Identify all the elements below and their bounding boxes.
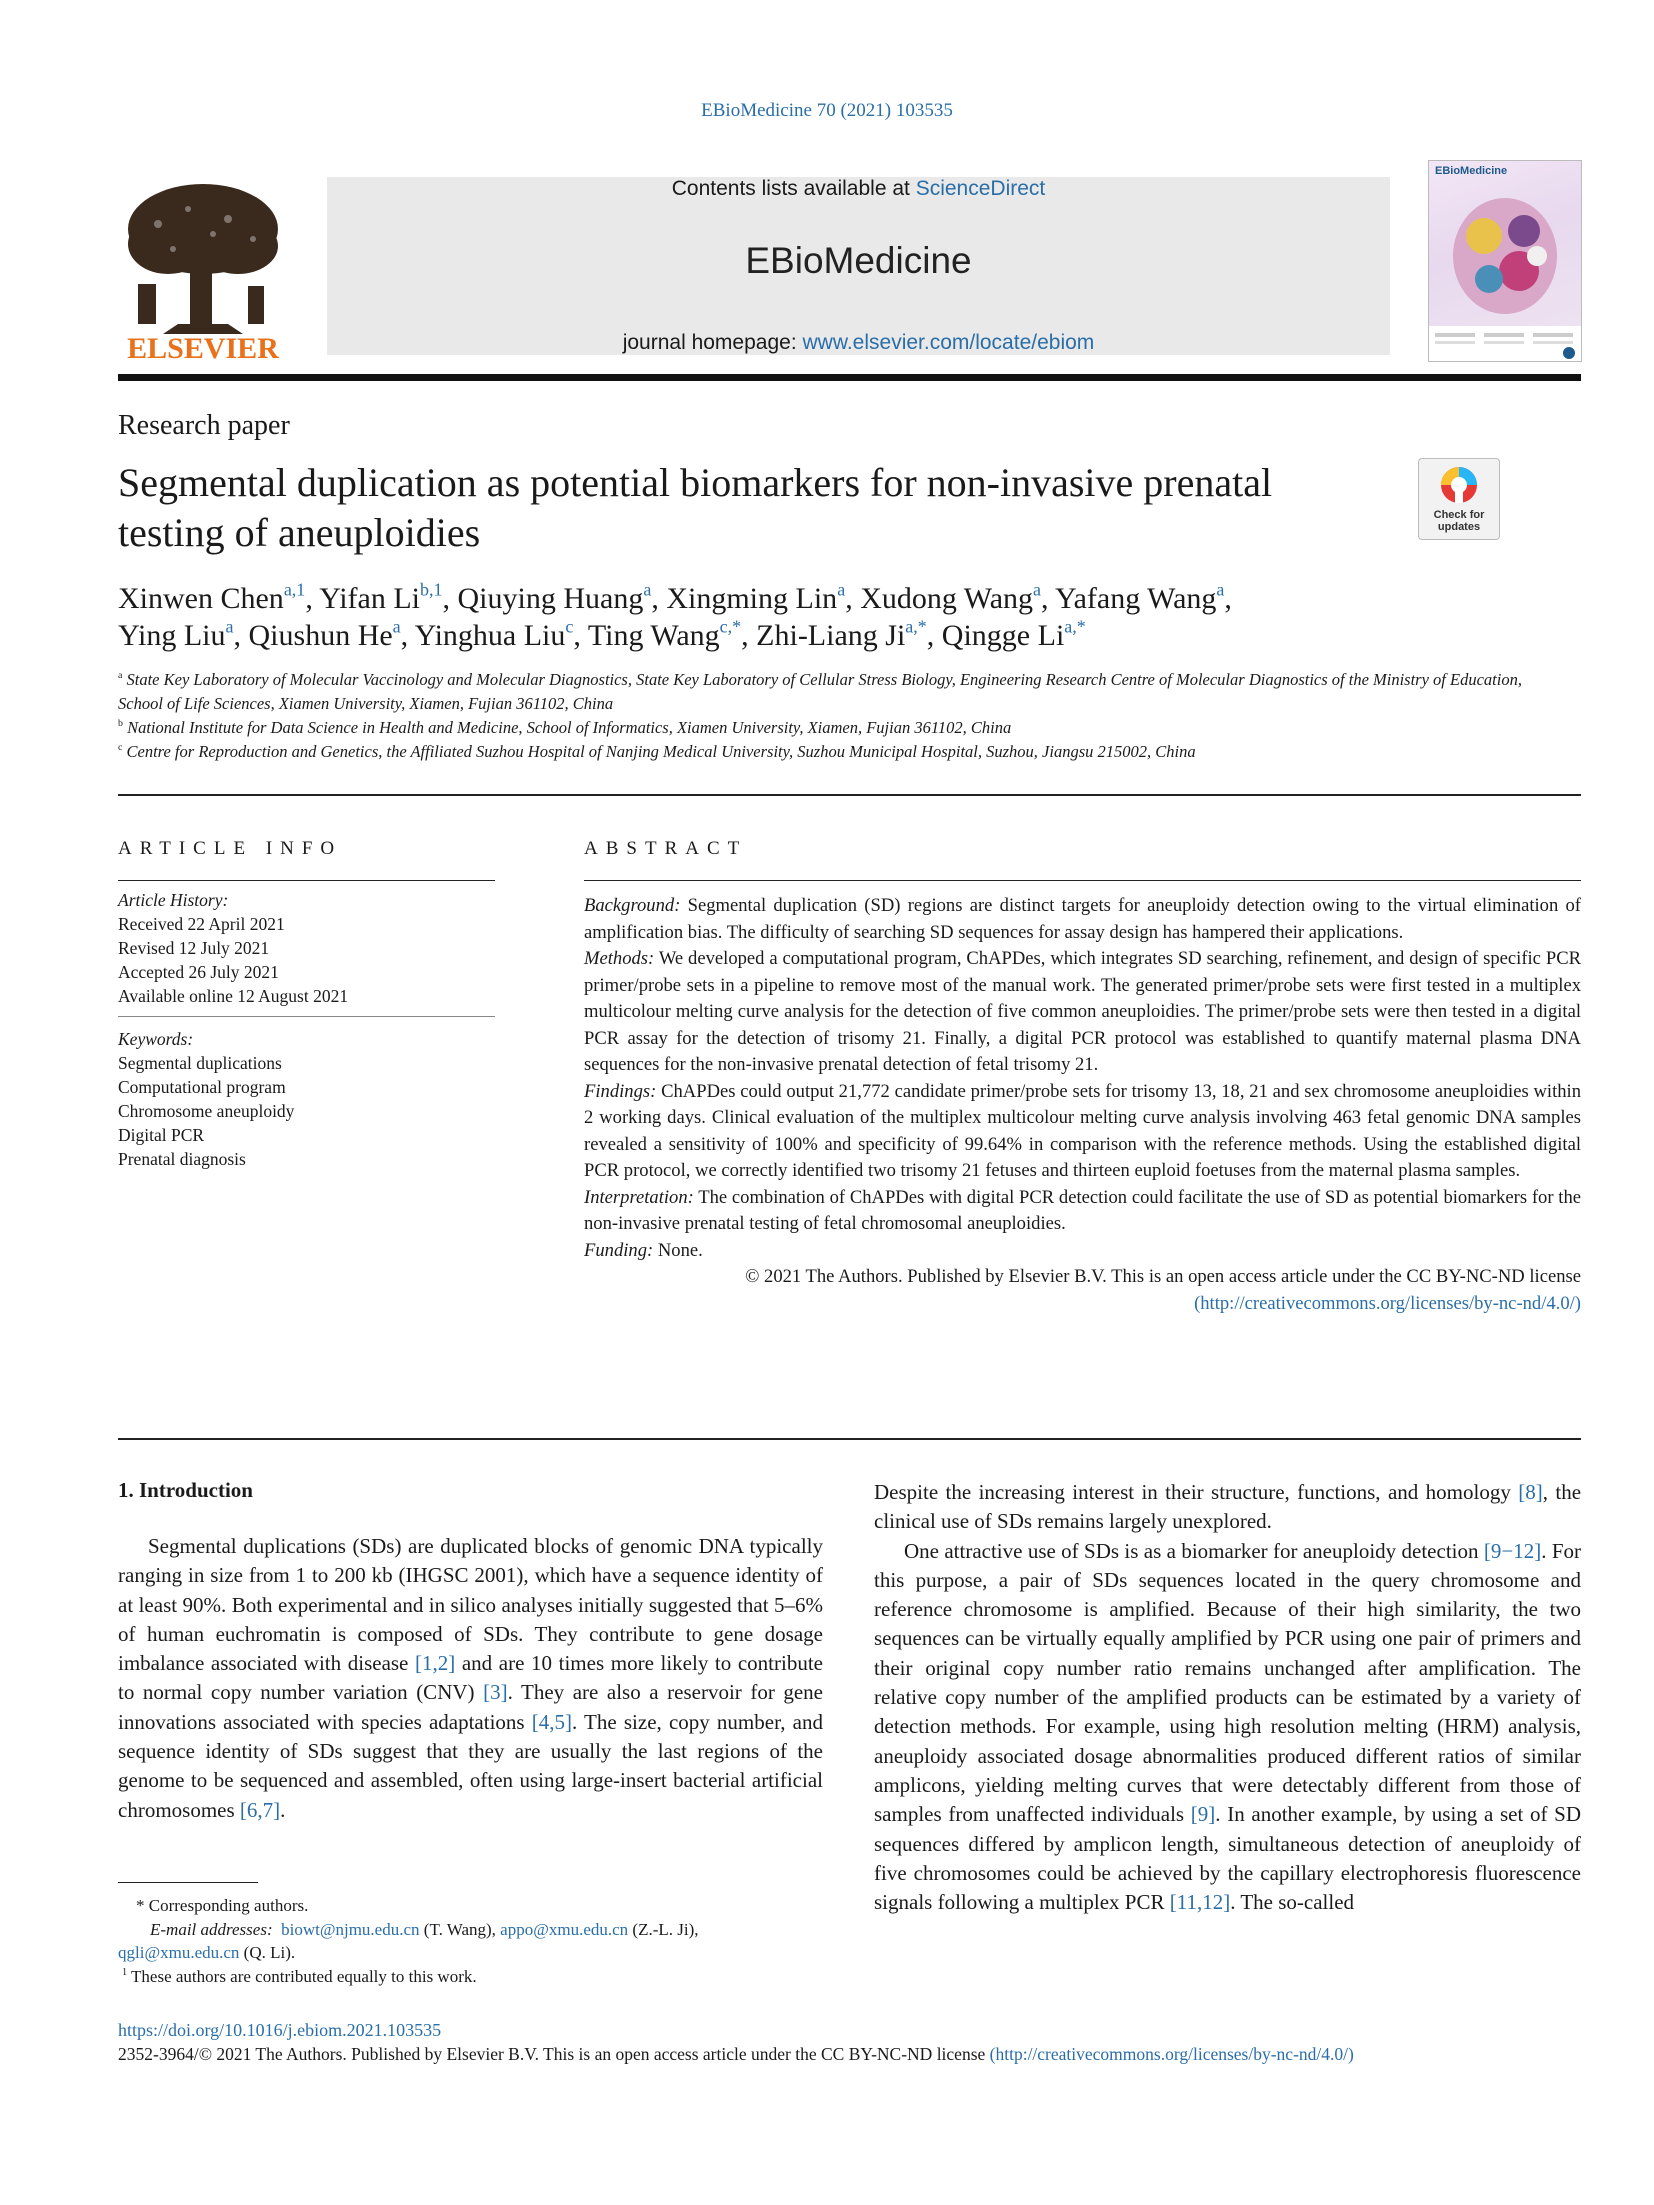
abstract-funding: Funding: None. [584, 1239, 703, 1261]
history-item: Accepted 26 July 2021 [118, 962, 279, 982]
abstract-interpretation: Interpretation: The combination of ChAPDes with digital PCR detection could facilitate the use of SD as potential biomarkers for the non-invasive prenatal testing of fetal chromosomal aneuploidies. [584, 1186, 1581, 1234]
author[interactable]: Xingming Lin$^a$ [666, 579, 846, 615]
reference-link[interactable]: [3] [483, 1680, 508, 1705]
intro-paragraph: Despite the increasing interest in their structure, functions, and homology [8], the clinical use of SDs remains largely unexplored. [874, 1480, 1582, 1534]
contents-line [327, 177, 1390, 201]
author[interactable]: Zhi-Liang $Ji^{a,*}$ [756, 616, 927, 652]
license-footer: 2352-3964/© 2021 The Authors. Published by Elsevier B.V. This is an open access article under the CC BY-NC-ND license (http://creativecommons.org/licenses/by-nc-nd/4.0/) [118, 2044, 1354, 2064]
keyword: Chromosome aneuploidy [118, 1101, 295, 1121]
author[interactable]: Qiushun He$^a$ [248, 616, 401, 652]
publisher-wordmark: ELSEVIER [127, 332, 279, 365]
reference-link[interactable]: [9] [1190, 1802, 1216, 1827]
history-item: Revised 12 July 2021 [118, 938, 270, 958]
license-link[interactable]: (http://creativecommons.org/licenses/by-nc-nd/4.0/) [1194, 1292, 1581, 1314]
abstract-heading: ABSTRACT [584, 838, 748, 859]
keyword: Digital PCR [118, 1125, 205, 1145]
doi-link[interactable]: https://doi.org/10.1016/j.ebiom.2021.103535 [118, 2020, 442, 2040]
article-info-rule [118, 880, 495, 881]
email-note: E-mail addresses: biowt@njmu.edu.cn (T. Wang), appo@xmu.edu.cn (Z.-L. Ji), [150, 1919, 699, 1939]
article-info-heading: ARTICLE INFO [118, 838, 343, 859]
history-label: Article History: [118, 890, 229, 910]
intro-right-column [874, 1478, 1581, 1917]
footnote-rule [118, 1882, 258, 1883]
cover-title: EBioMedicine [1435, 165, 1508, 177]
crossmark-label: Check for updates [1433, 509, 1485, 533]
article-title: Segmental duplication as potential biomarkers for non-invasive prenatal testing of aneuploidies [118, 460, 1273, 555]
keyword: Computational program [118, 1077, 286, 1097]
keyword: Prenatal diagnosis [118, 1149, 246, 1169]
abstract-methods: Methods: We developed a computational program, ChAPDes, which integrates SD searching, refinement, and design of specific PCR primer/probe sets in a pipeline to remove most of the manual work. The generated primer/probe sets were first tested in a multiplex multicolour melting curve analysis for the detection of five common aneuploidies. The primer/probe sets were then tested in a digital PCR assay for the detection of trisomy 21. Finally, a digital PCR protocol was established to quantify maternal plasma DNA sequences for the non-invasive prenatal detection of fetal trisomy 21. [584, 948, 1581, 1075]
contents-prefix: Contents lists available at [671, 177, 916, 200]
affiliations [118, 668, 1538, 764]
abstract-copyright: © 2021 The Authors. Published by Elsevier B.V. This is an open access article under the CC BY-NC-ND license (http://creativecommons.org/licenses/by-nc-nd/4.0/) [745, 1266, 1581, 1314]
section-heading: 1. Introduction [118, 1478, 253, 1502]
author[interactable]: Yinghua Liu$^c$ [414, 616, 574, 652]
header-rule [118, 374, 1581, 381]
license-link[interactable]: (http://creativecommons.org/licenses/by-nc-nd/4.0/) [989, 2044, 1354, 2064]
crossmark-icon [1419, 459, 1499, 509]
email-note-cont: qgli@xmu.edu.cn (Q. Li). [118, 1943, 296, 1962]
keyword: Segmental duplications [118, 1053, 282, 1073]
abstract-findings: Findings: ChAPDes could output 21,772 candidate primer/probe sets for trisomy 13, 18, 21 and sex chromosome aneuploidies within 2 working days. Clinical evaluation of the multiplex multicolour melting curve analysis involving 463 fetal genomic DNA samples revealed a sensitivity of 100% and specificity of 99.64% in comparison with the reference methods. Using the established digital PCR protocol, we correctly identified two trisomy 21 fetuses and thirteen euploid foetuses from the maternal plasma samples. [584, 1080, 1581, 1181]
homepage-prefix: journal homepage: [622, 331, 803, 354]
intro-left-column [118, 1532, 823, 1825]
footnotes [118, 1894, 823, 1988]
equal-contribution-note: $^1$ These authors are contributed equally to this work. [122, 1966, 477, 1986]
affiliation: $^c$ Centre for Reproduction and Genetics, the Affiliated Suzhou Hospital of Nanjing Medical University, Suzhou Municipal Hospital, Suzhou, Jiangsu 215002, China [118, 742, 1196, 761]
journal-cover[interactable] [1428, 160, 1582, 362]
intro-paragraph: One attractive use of SDs is as a biomarker for aneuploidy detection [9−12]. For this purpose, a pair of SDs sequences located in the query chromosome and reference chromosome is amplified. Because of their high similarity, the two sequences can be virtually equally amplified by PCR using one pair of primers and their original copy number ratio remains unchanged after amplification. The relative copy number of the amplified products can be estimated by a variety of detection methods. For example, using high resolution melting (HRM) analysis, aneuploidy associated dosage abnormalities produced different ratios of similar amplicons, yielding melting curves that were detectably different from those of samples from unaffected individuals [9]. In another example, by using a set of SD sequences differed by amplicon length, simultaneous detection of aneuploidy of five chromosomes could be achieved by the capillary electrophoresis fluorescence signals following a multiplex PCR [11,12]. The so-called [874, 1538, 1581, 1915]
reference-link[interactable]: [9−12] [1483, 1538, 1542, 1563]
affiliation: $^a$ State Key Laboratory of Molecular Vaccinology and Molecular Diagnostics, State Key Laboratory of Cellular Stress Biology, Engineering Research Centre of Molecular Diagnostics of the Ministry of Education, School of Life Sciences, Xiamen University, Xiamen, Fujian 361102, China [118, 670, 1522, 713]
sciencedirect-link[interactable]: ScienceDirect [915, 177, 1046, 200]
keywords-label: Keywords: [118, 1029, 194, 1049]
author[interactable]: Ying Liu$^a$ [118, 616, 234, 652]
email-link[interactable]: biowt@njmu.edu.cn [281, 1919, 420, 1939]
keywords-rule [118, 1016, 495, 1027]
author[interactable]: Qiuying Huang$^a$ [457, 579, 652, 615]
abstract-body [584, 893, 1581, 1317]
author[interactable]: Xinwen Chen$^{a,1}$ [118, 579, 306, 615]
reference-link[interactable]: [8] [1518, 1480, 1543, 1504]
journal-citation[interactable]: EBioMedicine 70 (2021) 103535 [701, 100, 953, 121]
abstract-background: Background: Segmental duplication (SD) regions are distinct targets for aneuploidy detection owing to the virtual elimination of amplification bias. The difficulty of searching SD sequences for assay design has hampered their applications. [584, 895, 1581, 943]
corresponding-note: * Corresponding authors. [136, 1896, 309, 1915]
history-item: Available online 12 August 2021 [118, 986, 349, 1006]
section-rule [118, 794, 1581, 796]
section-rule [118, 1438, 1581, 1440]
email-link[interactable]: appo@xmu.edu.cn [500, 1919, 629, 1939]
abstract-rule [584, 880, 1581, 881]
homepage-link[interactable]: www.elsevier.com/locate/ebiom [802, 331, 1095, 354]
author[interactable]: Yifan Li$^{b,1}$ [319, 579, 443, 615]
author-list: Xinwen Chen$^{a,1}$, Yifan Li$^{b,1}$, Qiuying Huang$^a$, Xingming Lin$^a$, Xudong Wang$^a$, Yafang Wang$^a$, Ying Liu$^a$, Qiushun He$^a$, Yinghua Liu$^c$, Ting Wang$^{c,*}$, Zhi-Liang $Ji^{a,*}$, Qingge $Li^{a,*}$ [118, 579, 1232, 652]
article-info [118, 888, 498, 1171]
cover-art-icon [1429, 161, 1581, 361]
intro-paragraph: Segmental duplications (SDs) are duplicated blocks of genomic DNA typically ranging in size from 1 to 200 kb (IHGSC 2001), which have a sequence identity of at least 90%. Both experimental and in silico analyses initially suggested that 5–6% of human euchromatin is composed of SDs. They contribute to gene dosage imbalance associated with disease [1,2] and are 10 times more likely to contribute to normal copy number variation (CNV) [3]. They are also a reservoir for gene innovations associated with species adaptations [4,5]. The size, copy number, and sequence identity of SDs suggest that they are usually the last regions of the genome to be sequenced and assembled, often using large-insert bacterial artificial chromosomes [6,7]. [118, 1534, 824, 1822]
check-for-updates-badge[interactable] [1418, 458, 1500, 540]
author[interactable]: Ting Wang$^{c,*}$ [587, 616, 742, 652]
author[interactable]: Yafang Wang$^a$ [1054, 579, 1225, 615]
journal-name: EBioMedicine [745, 240, 972, 281]
reference-link[interactable]: [1,2] [415, 1651, 456, 1676]
reference-link[interactable]: [6,7] [239, 1797, 281, 1822]
reference-link[interactable]: [4,5] [531, 1709, 573, 1734]
elsevier-logo [118, 174, 288, 364]
email-link[interactable]: qgli@xmu.edu.cn [118, 1943, 240, 1962]
reference-link[interactable]: [11,12] [1169, 1890, 1231, 1915]
journal-banner [327, 177, 1390, 355]
homepage-line [327, 331, 1390, 355]
author[interactable]: Xudong Wang$^a$ [860, 579, 1042, 615]
affiliation: $^b$ National Institute for Data Science in Health and Medicine, School of Informatics, Xiamen University, Xiamen, Fujian 361102, China [118, 718, 1012, 737]
history-item: Received 22 April 2021 [118, 914, 285, 934]
article-type: Research paper [118, 410, 290, 441]
author[interactable]: Qingge $Li^{a,*}$ [941, 616, 1086, 652]
